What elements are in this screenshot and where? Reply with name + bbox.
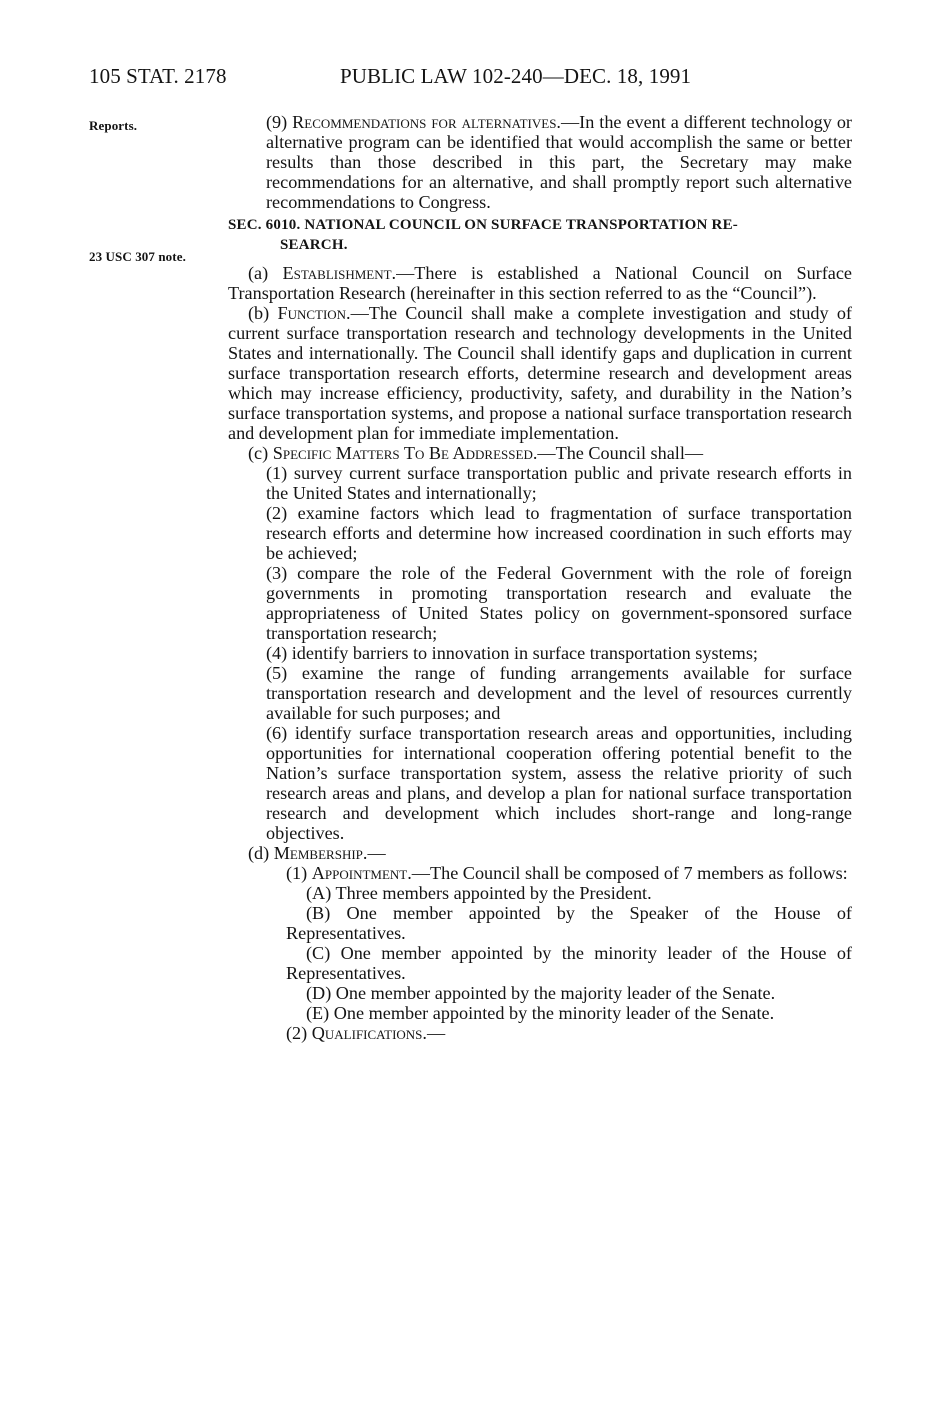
subsection-a [228,263,852,303]
subsection-d-heading: Membership. [273,843,368,863]
qualifications-dash: — [426,1023,446,1043]
list-item: (5) examine the range of funding arrangements available for surface transportation research and development and the level of resources currently available for such purposes; and [266,663,852,723]
appointment-number: (1) [286,863,312,883]
subsection-c-heading: Specific Matters To Be Addressed. [272,443,538,463]
appointment-paragraph [228,863,852,883]
subsection-d-letter: (d) [248,843,274,863]
member-item: (D) One member appointed by the majority leader of the Senate. [306,983,776,1003]
subsection-d-dash: — [367,843,386,863]
list-item: (2) examine factors which lead to fragmentation of surface transportation research efforts and determine how increased coordination in such efforts may be achieved; [266,503,852,563]
appointment-heading: Appointment. [311,863,412,883]
subsection-c-text: —The Council shall— [537,443,704,463]
subsection-b [228,303,852,443]
subsection-c [228,443,852,463]
subsection-b-heading: Function. [277,303,351,323]
section-label: SEC. 6010. NATIONAL COUNCIL ON SURFACE TRANSPORTATION RE- [228,217,738,233]
subsection-c-letter: (c) [248,443,273,463]
member-item: (B) One member appointed by the Speaker of the House of Representatives. [286,903,852,943]
subsection-a-letter: (a) [248,263,283,283]
section-label-continued: SEARCH. [280,237,348,253]
subsection-a-text: —There is established a National Council on Surface Transportation Research (hereinafter in this section referred to as the “Council”). [228,263,853,303]
document-body [228,112,852,1043]
subsection-d [228,843,852,863]
list-item: (1) survey current surface transportation public and private research efforts in the United States and internationally; [266,463,852,503]
qualifications-heading: Qualifications. [311,1023,427,1043]
margin-note-reports: Reports. [89,118,138,133]
margin-note-usc: 23 USC 307 note. [89,249,186,264]
page-header [89,64,849,94]
list-item: (3) compare the role of the Federal Government with the role of foreign governments in promoting transportation research and evaluate the appropriateness of United States policy on government-sponsored surface transportation research; [266,563,852,643]
public-law-title: PUBLIC LAW 102-240—DEC. 18, 1991 [340,64,692,88]
qualifications-paragraph [228,1023,852,1043]
section-heading [228,215,852,255]
statute-page-number: 105 STAT. 2178 [89,64,227,88]
subsection-b-letter: (b) [248,303,278,323]
paragraph-9-text: —In the event a different technology or alternative program can be identified that would accomplish the same or better results than those described in this part, the Secretary may make recommendations for an alternative, and shall promptly report such alternative recommendations to Congress. [266,112,852,212]
list-item: (6) identify surface transportation research areas and opportunities, including opportunities for international cooperation offering potential benefit to the Nation’s surface transportation system, assess the relative priority of such research areas and plans, and develop a plan for national surface transportation research and development which includes short-range and long-range objectives. [266,723,852,843]
paragraph-9 [228,112,852,212]
qualifications-number: (2) [286,1023,312,1043]
member-item: (A) Three members appointed by the President. [306,883,652,903]
subsection-b-text: —The Council shall make a complete investigation and study of current surface transportation research and technology developments in the United States and internationally. The Council shall identify gaps and duplication in current surface transportation research efforts, determine research and development areas which may increase efficiency, productivity, safety, and durability in the Nation’s surface transportation systems, and propose a national surface transportation research and development plan for immediate implementation. [228,303,852,443]
list-item: (4) identify barriers to innovation in surface transportation systems; [266,643,758,663]
paragraph-9-number: (9) [266,112,293,132]
member-item: (E) One member appointed by the minority leader of the Senate. [306,1003,775,1023]
appointment-text: —The Council shall be composed of 7 members as follows: [411,863,848,883]
subsection-a-heading: Establishment. [282,263,397,283]
member-item: (C) One member appointed by the minority leader of the House of Representatives. [286,943,852,983]
paragraph-9-heading: Recommendations for alternatives. [292,112,561,132]
